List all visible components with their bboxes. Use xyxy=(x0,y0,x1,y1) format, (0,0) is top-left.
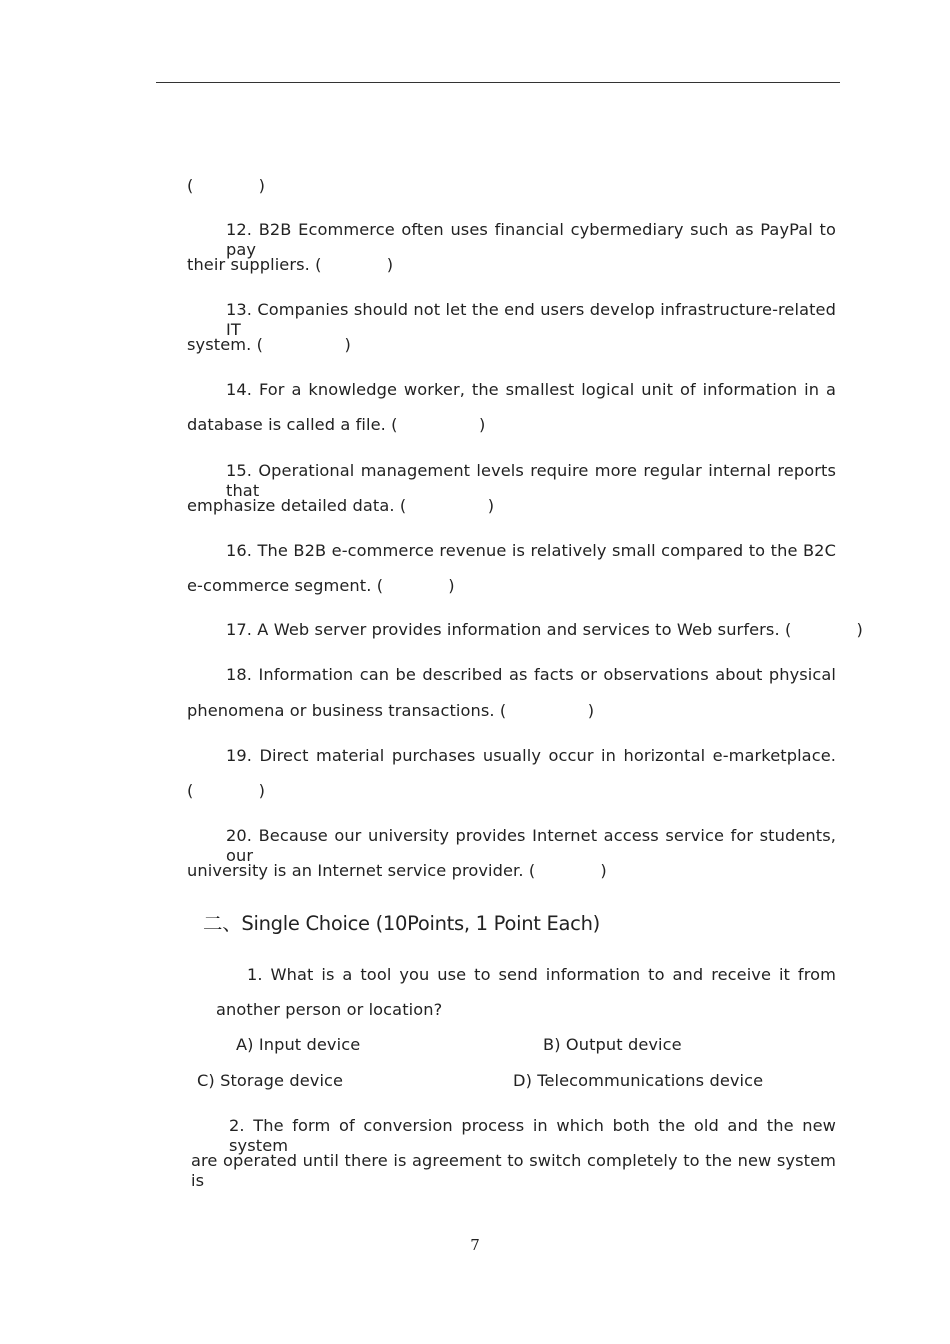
text-line: e-commerce segment. ( ) xyxy=(187,576,455,595)
text-line: system. ( ) xyxy=(187,335,351,354)
text-line: 15. Operational management levels require more regular internal reports that xyxy=(226,461,836,500)
text-line: D) Telecommunications device xyxy=(513,1071,764,1090)
text-line: emphasize detailed data. ( ) xyxy=(187,496,495,515)
text-line: 17. A Web server provides information and services to Web surfers. ( ) xyxy=(226,620,863,639)
text-line: ( ) xyxy=(187,781,265,800)
text-line: are operated until there is agreement to switch completely to the new system is xyxy=(191,1151,836,1190)
text-line: their suppliers. ( ) xyxy=(187,255,394,274)
text-line: A) Input device xyxy=(236,1035,361,1054)
text-line: 13. Companies should not let the end users develop infrastructure-related IT xyxy=(226,300,836,339)
section-heading-single-choice: 二、Single Choice (10Points, 1 Point Each) xyxy=(203,912,600,935)
text-line: another person or location? xyxy=(216,1000,443,1019)
text-line: C) Storage device xyxy=(197,1071,344,1090)
text-line: database is called a file. ( ) xyxy=(187,415,486,434)
page-number: 7 xyxy=(470,1236,480,1254)
text-line: 16. The B2B e-commerce revenue is relatively small compared to the B2C xyxy=(226,541,836,560)
header-rule xyxy=(156,82,840,83)
text-line: 1. What is a tool you use to send information to and receive it from xyxy=(247,965,836,984)
text-line: university is an Internet service provider. ( ) xyxy=(187,861,607,880)
text-line: 19. Direct material purchases usually occur in horizontal e-marketplace. xyxy=(226,746,836,765)
text-line: 12. B2B Ecommerce often uses financial cybermediary such as PayPal to pay xyxy=(226,220,836,259)
text-line: 18. Information can be described as facts or observations about physical xyxy=(226,665,836,684)
text-line: 2. The form of conversion process in which both the old and the new system xyxy=(229,1116,836,1155)
text-line: 14. For a knowledge worker, the smallest logical unit of information in a xyxy=(226,380,836,399)
text-line: ( ) xyxy=(187,176,265,195)
text-line: 20. Because our university provides Internet access service for students, our xyxy=(226,826,836,865)
text-line: phenomena or business transactions. ( ) xyxy=(187,701,595,720)
text-line: B) Output device xyxy=(543,1035,682,1054)
